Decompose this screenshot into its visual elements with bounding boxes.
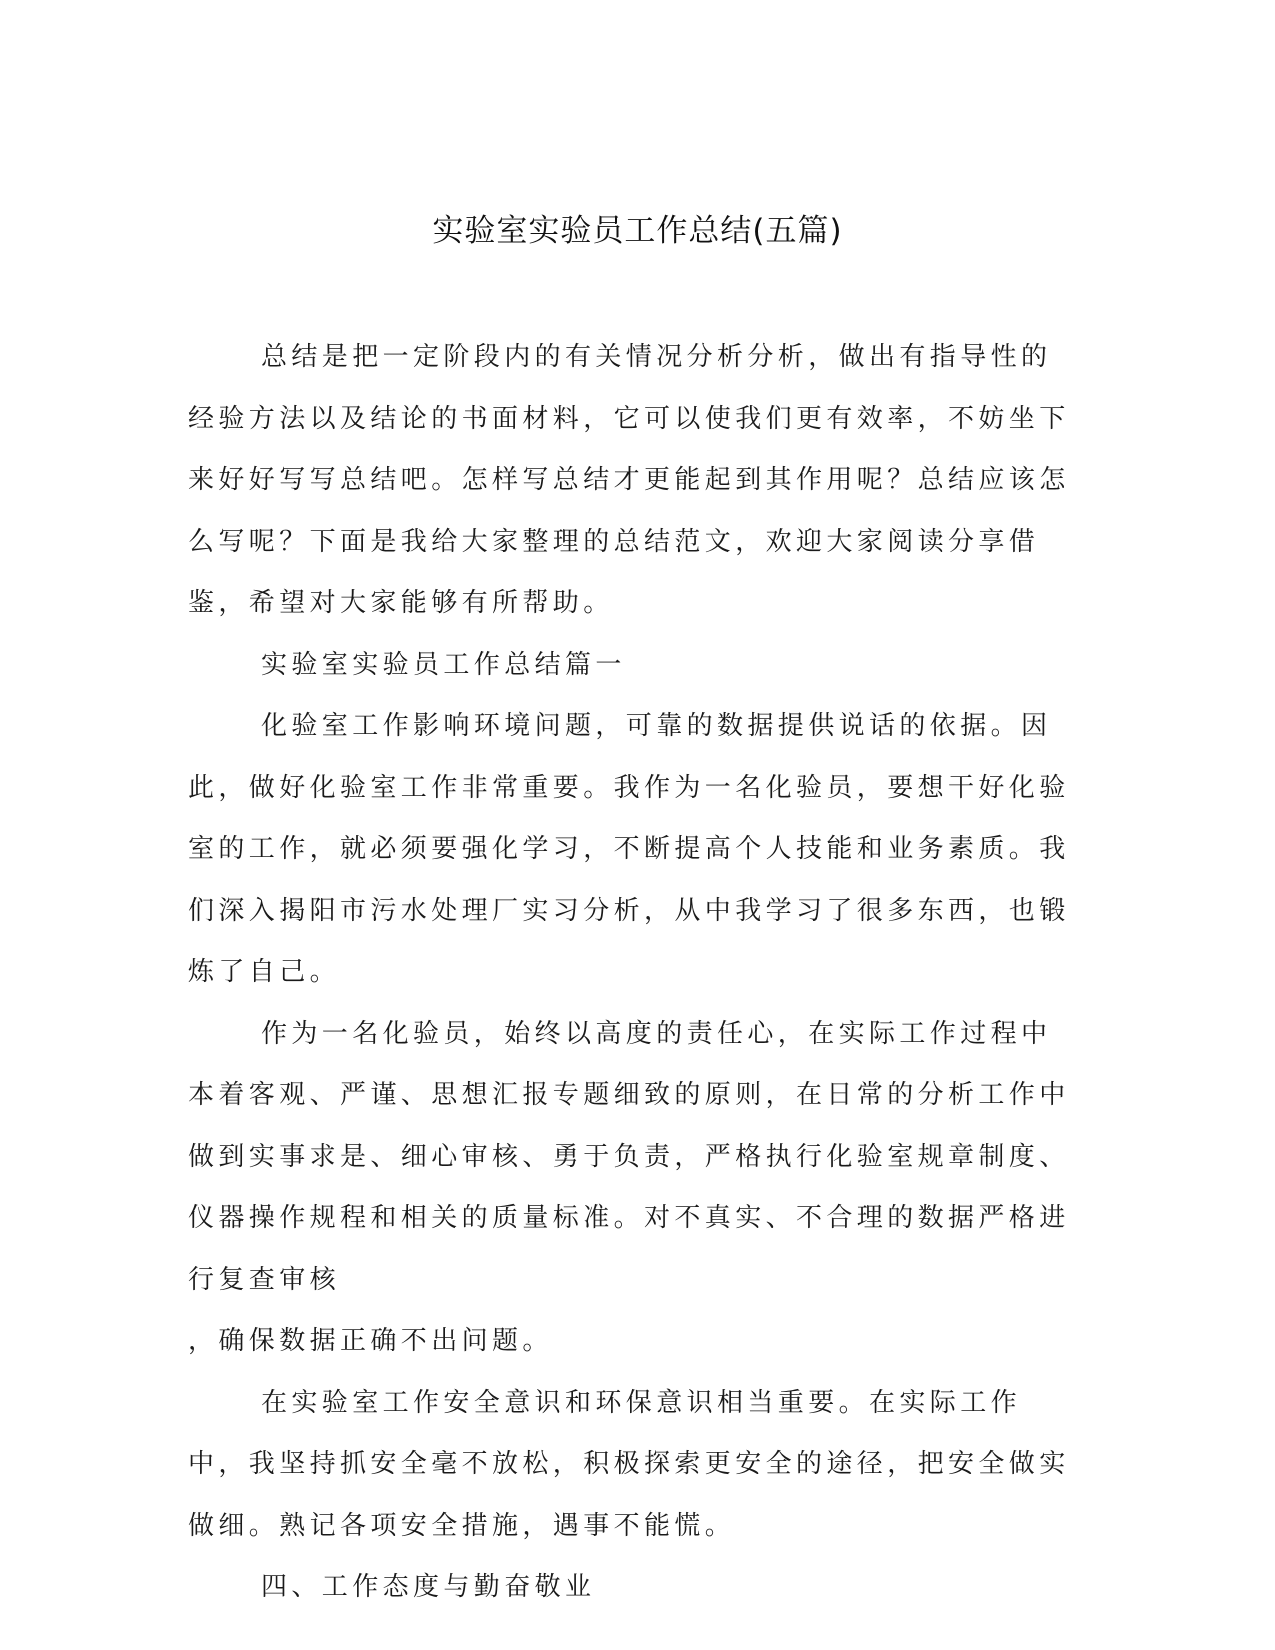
intro-paragraph: 总结是把一定阶段内的有关情况分析分析，做出有指导性的经验方法以及结论的书面材料，它可以使我们更有效率，不妨坐下来好好写写总结吧。怎样写总结才更能起到其作用呢？总结应该怎么写呢？下面是我给大家整理的总结范文，欢迎大家阅读分享借鉴，希望对大家能够有所帮助。 — [188, 342, 1070, 618]
document-body — [188, 327, 1078, 1619]
body-paragraph-lab-importance: 化验室工作影响环境问题，可靠的数据提供说话的依据。因此，做好化验室工作非常重要。我作为一名化验员，要想干好化验室的工作，就必须要强化学习，不断提高个人技能和业务素质。我们深入揭阳市污水处理厂实习分析，从中我学习了很多东西，也锻炼了自己。 — [188, 711, 1070, 987]
body-paragraph-continuation: ，确保数据正确不出问题。 — [188, 1326, 553, 1356]
document-title: 实验室实验员工作总结(五篇) — [432, 213, 843, 249]
body-paragraph-responsibility: 作为一名化验员，始终以高度的责任心，在实际工作过程中本着客观、严谨、思想汇报专题细致的原则，在日常的分析工作中做到实事求是、细心审核、勇于负责，严格执行化验室规章制度、仪器操作规程和相关的质量标准。对不真实、不合理的数据严格进行复查审核 — [188, 1018, 1070, 1295]
section-heading-part-one: 实验室实验员工作总结篇一 — [261, 649, 626, 680]
section-heading-attitude: 四、工作态度与勤奋敬业 — [261, 1572, 596, 1602]
body-paragraph-safety: 在实验室工作安全意识和环保意识相当重要。在实际工作中，我坚持抓安全毫不放松，积极探索更安全的途径，把安全做实做细。熟记各项安全措施，遇事不能慌。 — [188, 1387, 1070, 1541]
